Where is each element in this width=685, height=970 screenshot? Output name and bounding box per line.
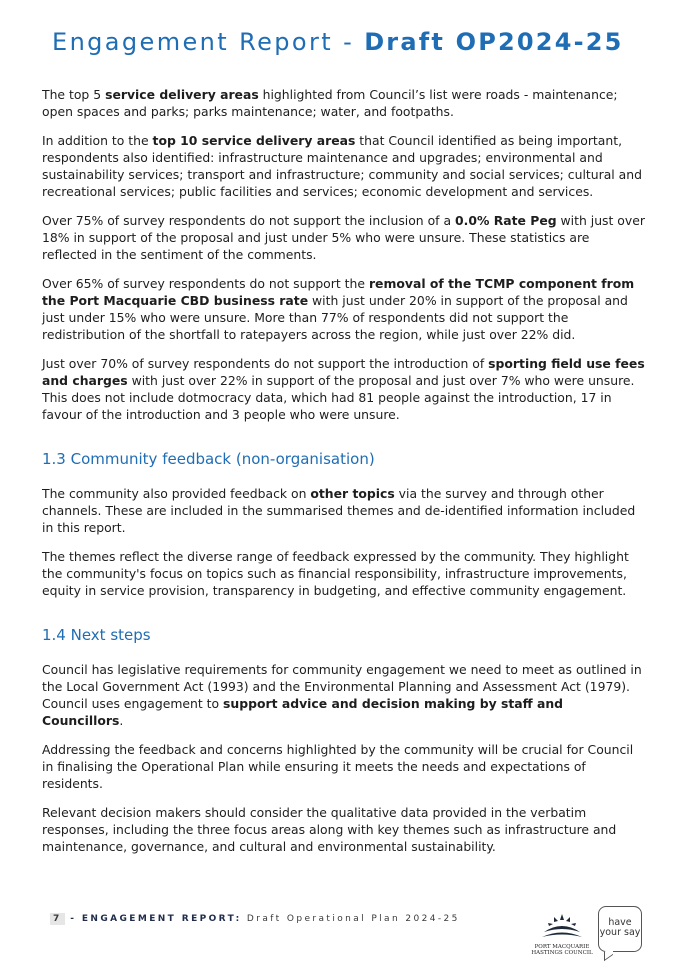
council-logo [530,908,594,958]
emphasis: 0.0% Rate Peg [455,213,557,228]
logo-line1: PORT MACQUARIE [534,944,590,950]
footer-separator: - [64,914,82,924]
text: . [119,713,124,728]
text: In addition to the [42,133,153,148]
paragraph-tcmp [42,275,648,343]
council-logo-mark-icon [530,908,594,942]
page-title [52,28,624,56]
heading-next-steps: 1.4 Next steps [42,626,151,644]
emphasis: removal of the TCMP component from the Port Macquarie CBD business rate [42,276,635,308]
text: Council has legislative requirements for community engagement we need to meet as outlined in the Local Government Act (1993) and the Environmental Planning and Assessment Act (1979). Council uses engagement to [42,662,642,711]
paragraph-decision-makers: Relevant decision makers should consider the qualitative data provided in the verbatim responses, including the three focus areas along with key themes such as infrastructure and maintenance, governance, and cultural and environmental sustainability. [42,805,617,854]
have-your-say-line2: your say [599,927,641,938]
text: The community also provided feedback on [42,486,311,501]
emphasis: top 10 service delivery areas [152,133,356,148]
paragraph-service-areas [42,86,648,120]
text: that Council identified as being important, respondents also identified: infrastructure maintenance and upgrades; environmental and sustainability services; transport and infrastructure; community and social services; cultural and recreational services; public facilities and services; economic development and services. [42,133,642,199]
text: The top 5 [42,87,106,102]
emphasis: support advice and decision making by staff and Councillors [42,696,564,728]
paragraph-top10 [42,132,648,200]
title-draft: Draft OP2024-25 [364,28,624,56]
paragraph-legislative [42,661,648,729]
footer-label: ENGAGEMENT REPORT: [81,914,242,924]
report-body [42,86,648,867]
text: with just under 20% in support of the proposal and just under 15% who were unsure. More than 77% of respondents did not support the redistribution of the shortfall to ratepayers across the region, while just over 22% did. [42,293,628,342]
paragraph-themes: The themes reflect the diverse range of feedback expressed by the community. They highlight the community's focus on topics such as financial responsibility, infrastructure improvements, equity in service provision, transparency in budgeting, and effective community engagement. [42,549,629,598]
title-prefix: Engagement Report - [52,28,365,56]
emphasis: other topics [310,486,395,501]
paragraph-other-topics [42,485,648,536]
emphasis: service delivery areas [105,87,259,102]
text: with just over 22% in support of the proposal and just over 7% who were unsure. This does not include dotmocracy data, which had 81 people against the introduction, 17 in favour of the introduction and 3 people who were unsure. [42,373,635,422]
speech-bubble-tail-icon [604,946,613,961]
footer-doc-title: Draft Operational Plan 2024-25 [241,914,460,924]
text: highlighted from Council’s list were roads - maintenance; open spaces and parks; parks maintenance; water, and footpaths. [42,87,618,119]
paragraph-sporting-fees [42,355,648,423]
text: via the survey and through other channels. These are included in the summarised themes and de-identified information included in this report. [42,486,636,535]
heading-community-feedback: 1.3 Community feedback (non-organisation) [42,450,375,468]
text: with just over 18% in support of the proposal and just under 5% who were unsure. These statistics are reflected in the sentiment of the comments. [42,213,645,262]
page-number: 7 [50,913,65,925]
paragraph-rate-peg [42,212,648,263]
paragraph-addressing-feedback: Addressing the feedback and concerns highlighted by the community will be crucial for Council in finalising the Operational Plan while ensuring it meets the needs and expectations of residents. [42,742,634,791]
emphasis: sporting field use fees and charges [42,356,645,388]
text: Just over 70% of survey respondents do not support the introduction of [42,356,489,371]
logo-line2: HASTINGS COUNCIL [531,950,593,956]
page-footer [50,914,460,924]
text: Over 65% of survey respondents do not support the [42,276,369,291]
have-your-say-line1: have [608,917,632,928]
have-your-say-badge [598,906,642,952]
text: Over 75% of survey respondents do not support the inclusion of a [42,213,456,228]
